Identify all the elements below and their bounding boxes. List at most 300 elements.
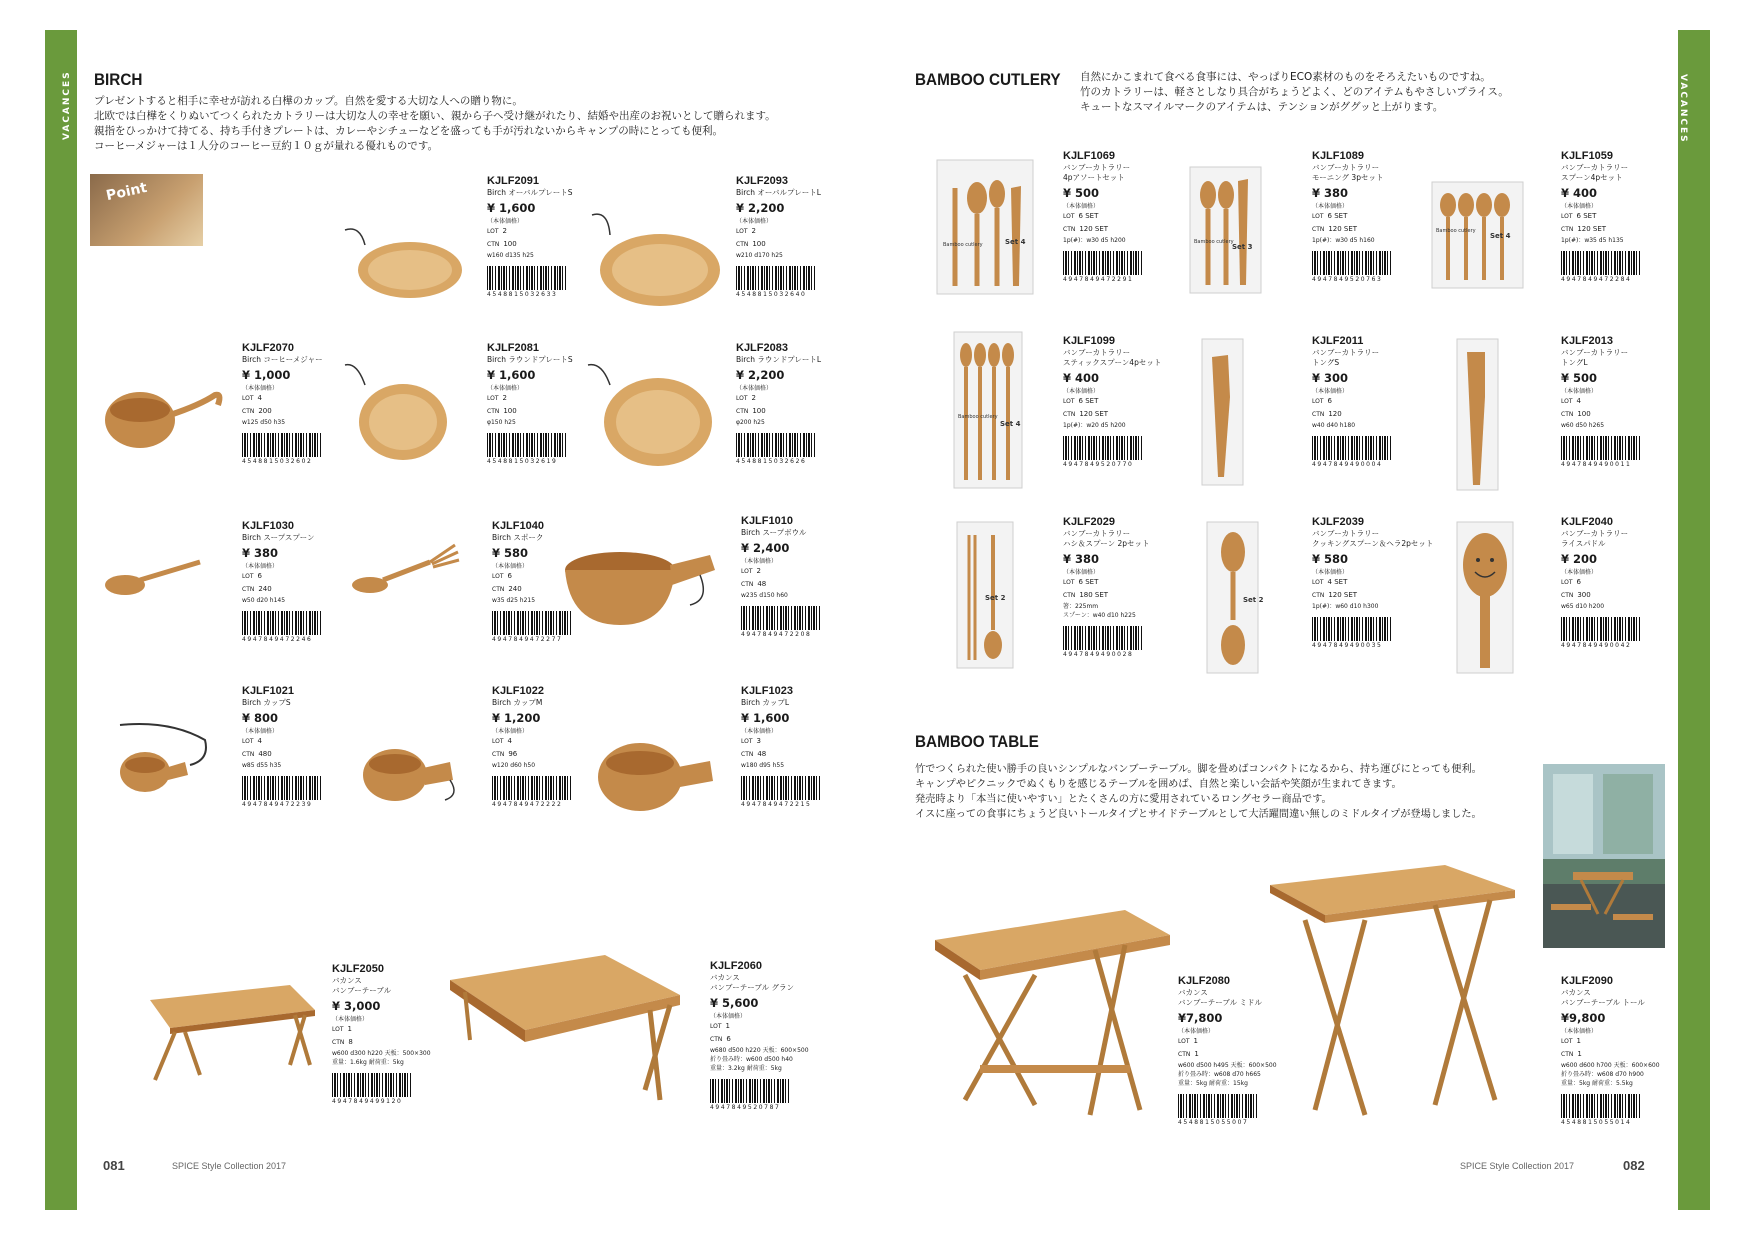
tax-note: （本体価格） [1312,388,1349,395]
ctn-value: 120 SET [1079,410,1109,418]
barcode [1312,251,1392,283]
footer-text-left: SPICE Style Collection 2017 [172,1161,287,1171]
product-dimensions: w210 d170 h25 [736,252,783,259]
product-price: ¥ 400 [1063,371,1100,385]
ctn-value: 300 [1577,591,1591,599]
product-name: スティックスプーン4pセット [1063,358,1162,367]
ctn-row [242,748,322,761]
table-intro-line: イスに座っての食事にちょうど良いトールタイプとサイドテーブルとして大活躍間違い無しのミドルタイプが登場しました。 [915,809,1482,820]
cutlery-intro-line: 竹のカトラリーは、軽さとしなり具合がちょうどよく、どのアイテムもやさしいプライス。 [1080,86,1509,98]
left-side-bar [45,30,77,1210]
ctn-row [741,578,821,591]
ctn-label: CTN [242,586,255,593]
ctn-label: CTN [1561,411,1574,418]
ctn-row [1063,589,1150,602]
product-name: バンブーカトラリー [1561,163,1629,172]
product-dimensions: 重量：5kg 耐荷重：5.5kg [1561,1080,1633,1087]
lot-value: 3 [756,737,761,745]
product-dimensions: 1p(#)：w35 d5 h135 [1561,237,1624,244]
ctn-row [332,1036,431,1049]
ctn-label: CTN [492,751,505,758]
product-name: バンブーテーブル [332,986,392,995]
ctn-label: CTN [1063,226,1076,233]
product-card [242,685,322,808]
lot-label: LOT [242,573,254,580]
barcode [710,1079,790,1111]
product-code: KJLF1010 [741,515,793,527]
barcode-bars [242,611,322,635]
cutlery-stick-spoon-4p-image [952,330,1024,490]
product-code: KJLF2011 [1312,335,1364,347]
round-plate-l-image [580,360,720,470]
ctn-row [1312,408,1392,421]
ctn-row [492,748,572,761]
lot-row [1561,576,1641,589]
bamboo-table-tall-image [1265,860,1515,1130]
product-price: ¥ 1,600 [741,711,790,725]
ctn-label: CTN [1312,226,1325,233]
product-card [242,342,323,465]
cutlery-intro-line: 自然にかこまれて食べる食事には、やっぱりECO素材のものをそろえたいものですね。 [1080,71,1491,83]
barcode-number: 4548815032602 [242,458,313,465]
lot-row [1312,576,1433,589]
product-code: KJLF1069 [1063,150,1115,162]
lot-label: LOT [736,228,748,235]
cutlery-spoon-4p-image [1430,180,1525,290]
product-card [1063,335,1161,468]
product-name: Birch オーバルプレートL [736,188,821,197]
product-name: トングL [1561,358,1588,367]
lot-value: 6 [257,572,262,580]
lot-row [332,1023,431,1036]
lot-label: LOT [741,738,753,745]
spork-image [345,540,465,600]
lot-value: 6 SET [1576,212,1597,220]
lot-row [1561,210,1641,223]
barcode-bars [242,433,322,457]
ctn-row [1561,589,1641,602]
lot-row [741,735,821,748]
product-price: ¥ 2,200 [736,368,785,382]
barcode-bars [1561,1094,1641,1118]
lot-value: 1 [347,1025,352,1033]
product-name: Birch カップM [492,698,543,707]
tax-note: （本体価格） [1561,388,1598,395]
barcode [487,266,567,298]
barcode-bars [1312,251,1392,275]
product-name: バンブーカトラリー [1312,348,1380,357]
product-dimensions: w600 d300 h220 天板：500×300 [332,1050,431,1057]
product-card [741,515,821,638]
barcode-number: 4548815032626 [736,458,807,465]
lot-label: LOT [1063,398,1075,405]
ctn-row [736,238,821,251]
barcode-number: 4947849490042 [1561,642,1632,649]
barcode-bars [741,776,821,800]
product-price: ¥ 380 [242,546,279,560]
lot-row [242,570,322,583]
tong-s-image [1200,337,1245,487]
product-price: ¥ 3,000 [332,999,381,1013]
product-price: ¥ 500 [1063,186,1100,200]
product-dimensions: 折り畳み時：w608 d70 h665 [1178,1071,1261,1078]
product-price: ¥ 580 [1312,552,1349,566]
product-code: KJLF2080 [1178,975,1230,987]
product-code: KJLF2091 [487,175,539,187]
table-lifestyle-photo [1543,764,1665,948]
bamboo-table-grand-image [445,950,680,1110]
barcode [1063,626,1143,658]
bamboo-table-middle-image [925,905,1170,1125]
page-number-left: 081 [103,1158,125,1173]
product-code: KJLF1023 [741,685,793,697]
ctn-label: CTN [1561,1051,1574,1058]
product-code: KJLF2050 [332,963,384,975]
barcode-bars [242,776,322,800]
lot-label: LOT [1178,1038,1190,1045]
product-dimensions: w600 d600 h700 天板：600×600 [1561,1062,1660,1069]
product-price: ¥ 300 [1312,371,1349,385]
barcode-bars [710,1079,790,1103]
table-intro-line: 発売時より「本当に使いやすい」とたくさんの方に愛用されているロングセラー商品です。 [915,794,1332,805]
ctn-label: CTN [487,408,500,415]
cutlery-morning-3p-image [1188,165,1263,295]
lot-row [741,565,821,578]
barcode-number: 4947849472215 [741,801,812,808]
product-price: ¥ 2,400 [741,541,790,555]
tax-note: （本体価格） [487,385,524,392]
ctn-value: 48 [757,580,767,588]
product-card [492,685,572,808]
barcode [1312,617,1392,649]
product-price: ¥ 1,600 [487,368,536,382]
barcode-number: 4947849499120 [332,1098,403,1105]
tax-note: （本体価格） [736,218,773,225]
barcode-number: 4548815055014 [1561,1119,1632,1126]
lot-row [736,392,821,405]
ctn-value: 8 [348,1038,353,1046]
tong-l-image [1455,337,1500,492]
barcode [736,433,816,465]
ctn-value: 1 [1577,1050,1582,1058]
product-code: KJLF2093 [736,175,788,187]
bamboo-table-image [130,980,320,1090]
product-card [1561,516,1641,649]
barcode-bars [741,606,821,630]
product-name: バンブーカトラリー [1063,348,1131,357]
product-name: バカンス [332,976,362,985]
barcode-bars [1063,626,1143,650]
barcode [1312,436,1392,468]
product-price: ¥ 2,200 [736,201,785,215]
cutlery-intro-line: キュートなスマイルマークのアイテムは、テンションがググッと上がります。 [1080,101,1444,113]
product-dimensions: φ200 h25 [736,419,765,426]
tax-note: （本体価格） [242,385,279,392]
product-dimensions: w600 d500 h495 天板：600×500 [1178,1062,1277,1069]
product-name: Birch ラウンドプレートS [487,355,573,364]
product-code: KJLF2039 [1312,516,1364,528]
lot-row [1561,395,1641,408]
product-price: ¥9,800 [1561,1011,1606,1025]
product-name: バカンス [710,973,740,982]
barcode-number: 4947849490028 [1063,651,1134,658]
lot-row [1063,210,1143,223]
tax-note: （本体価格） [332,1016,369,1023]
product-name: Birch コーヒーメジャー [242,355,323,364]
product-dimensions: w680 d500 h220 天板：600×500 [710,1047,809,1054]
page-number-right: 082 [1623,1158,1645,1173]
lot-row [736,225,821,238]
ctn-row [710,1033,809,1046]
ctn-label: CTN [1178,1051,1191,1058]
ctn-value: 120 SET [1328,225,1358,233]
product-name: Birch スープスプーン [242,533,315,542]
lot-value: 6 SET [1327,212,1348,220]
product-dimensions: 1p(#)：w60 d10 h300 [1312,603,1379,610]
barcode-number: 4947849520787 [710,1104,781,1111]
product-dimensions: 1p(#)：w30 d5 h160 [1312,237,1375,244]
ctn-label: CTN [242,751,255,758]
ctn-label: CTN [736,408,749,415]
lot-row [487,225,573,238]
barcode-bars [1561,617,1641,641]
pack-set-label: Set 4 [1490,232,1511,240]
barcode-bars [1178,1094,1258,1118]
product-dimensions: w120 d60 h50 [492,762,536,769]
tax-note: （本体価格） [1063,569,1100,576]
product-name: バンブーカトラリー [1561,348,1629,357]
pack-set-label: Set 2 [1243,596,1264,604]
soup-spoon-image [100,550,210,600]
product-name: ライスパドル [1561,539,1606,548]
lot-value: 2 [502,227,507,235]
barcode-bars [1561,251,1641,275]
tax-note: （本体価格） [492,563,529,570]
product-price: ¥ 500 [1561,371,1598,385]
birch-intro-line: 北欧では白樺をくりぬいてつくられたカトラリーは大切な人の幸せを願い、親から子へ受け継がれたり、結婚や出産のお祝いとして贈られます。 [94,110,776,122]
product-name: バンブーカトラリー [1063,529,1131,538]
lot-label: LOT [1561,1038,1573,1045]
ctn-label: CTN [741,751,754,758]
ctn-label: CTN [1063,592,1076,599]
ctn-label: CTN [1312,592,1325,599]
product-name: ハシ＆スプーン 2pセット [1063,539,1150,548]
product-name: バンブーカトラリー [1561,529,1629,538]
barcode [487,433,567,465]
product-price: ¥ 1,600 [487,201,536,215]
round-plate-s-image [335,360,455,465]
product-dimensions: 1p(#)：w20 d5 h200 [1063,422,1126,429]
barcode-bars [487,433,567,457]
tax-note: （本体価格） [1063,388,1100,395]
barcode-number: 4548815032633 [487,291,558,298]
lot-row [1063,576,1150,589]
ctn-row [1561,1048,1660,1061]
barcode-bars [492,776,572,800]
tax-note: （本体価格） [242,563,279,570]
product-price: ¥ 380 [1312,186,1349,200]
product-dimensions: w160 d135 h25 [487,252,534,259]
ctn-value: 100 [1577,410,1591,418]
barcode [741,606,821,638]
ctn-label: CTN [1063,411,1076,418]
product-dimensions: w125 d50 h35 [242,419,286,426]
birch-intro-line: 親指をひっかけて持てる、持ち手付きプレートは、カレーやシチューなどを盛っても手が汚れないからキャンプの時にとっても便利。 [94,125,724,137]
lot-value: 4 [507,737,512,745]
product-code: KJLF1089 [1312,150,1364,162]
birch-title: BIRCH [94,70,143,89]
chopsticks-spoon-image [955,520,1015,670]
product-code: KJLF1059 [1561,150,1613,162]
product-dimensions: φ150 h25 [487,419,516,426]
barcode-bars [1312,617,1392,641]
ctn-value: 100 [503,407,517,415]
product-name: クッキングスプーン＆ヘラ2pセット [1312,539,1434,548]
product-dimensions: 1p(#)：w30 d5 h200 [1063,237,1126,244]
barcode-number: 4947849472239 [242,801,313,808]
barcode-number: 4947849490035 [1312,642,1383,649]
lot-row [710,1020,809,1033]
product-card [736,342,821,465]
pack-set-label: Set 4 [1005,238,1026,246]
product-price: ¥ 1,000 [242,368,291,382]
lot-value: 1 [725,1022,730,1030]
ctn-label: CTN [736,241,749,248]
barcode-bars [736,433,816,457]
barcode-number: 4548815055007 [1178,1119,1249,1126]
product-card [1561,335,1641,468]
barcode [1063,436,1143,468]
product-dimensions: w40 d40 h180 [1312,422,1356,429]
lot-value: 6 SET [1078,212,1099,220]
bamboo-table-intro [915,762,1482,822]
ctn-value: 120 SET [1328,591,1358,599]
product-dimensions: w50 d20 h145 [242,597,286,604]
ctn-row [242,583,322,596]
barcode [242,776,322,808]
ctn-label: CTN [332,1039,345,1046]
product-name: Birch ラウンドプレートL [736,355,822,364]
product-code: KJLF2040 [1561,516,1613,528]
product-name: バンブーテーブル グラン [710,983,794,992]
lot-label: LOT [332,1026,344,1033]
product-dimensions: 重量：3.2kg 耐荷重：5kg [710,1065,782,1072]
lot-value: 4 SET [1327,578,1348,586]
barcode-bars [1063,251,1143,275]
pack-brand: Bamboo cutlery [943,242,983,248]
ctn-value: 120 SET [1079,225,1109,233]
lot-value: 1 [1576,1037,1581,1045]
product-card [487,175,573,298]
lot-label: LOT [1561,398,1573,405]
tax-note: （本体価格） [242,728,279,735]
cutlery-4p-assort-image [935,158,1035,296]
product-card [1312,150,1392,283]
lot-label: LOT [1063,213,1075,220]
lot-label: LOT [487,228,499,235]
table-intro-line: キャンプやピクニックでぬくもりを感じるテーブルを囲めば、自然と楽しい会話や笑顔が生まれてきます。 [915,779,1402,790]
product-dimensions: 重量：1.6kg 耐荷重：5kg [332,1059,404,1066]
tax-note: （本体価格） [1178,1028,1215,1035]
product-card [332,963,431,1105]
ctn-row [1178,1048,1277,1061]
product-dimensions: w180 d95 h55 [741,762,785,769]
product-code: KJLF1021 [242,685,294,697]
product-card [710,960,809,1111]
product-dimensions: 折り畳み時：w600 d500 h40 [710,1056,793,1063]
product-name: Birch オーバルプレートS [487,188,573,197]
tax-note: （本体価格） [487,218,524,225]
barcode-bars [1561,436,1641,460]
product-code: KJLF2083 [736,342,788,354]
product-name: Birch スープボウル [741,528,807,537]
lot-row [1178,1035,1277,1048]
product-price: ¥ 200 [1561,552,1598,566]
lot-row [487,392,573,405]
barcode-number: 4947849472246 [242,636,313,643]
pack-brand: Bamboo cutlery [958,414,998,420]
lot-label: LOT [736,395,748,402]
ctn-row [1312,223,1392,236]
product-price: ¥ 1,200 [492,711,541,725]
lot-value: 4 [1576,397,1581,405]
product-dimensions: w35 d25 h215 [492,597,536,604]
product-name: トングS [1312,358,1340,367]
product-card [242,520,322,643]
product-dimensions: 箸：225mm [1063,603,1099,610]
product-name: Birch カップS [242,698,291,707]
product-code: KJLF2090 [1561,975,1613,987]
point-photo [90,174,203,246]
lot-value: 6 [1576,578,1581,586]
barcode [1561,1094,1641,1126]
product-code: KJLF2029 [1063,516,1115,528]
barcode-number: 4947849520763 [1312,276,1383,283]
ctn-row [1561,223,1641,236]
ctn-label: CTN [1561,592,1574,599]
barcode [736,266,816,298]
ctn-label: CTN [1312,411,1325,418]
tax-note: （本体価格） [1312,569,1349,576]
lot-value: 4 [257,394,262,402]
barcode-number: 4548815032640 [736,291,807,298]
product-price: ¥7,800 [1178,1011,1223,1025]
lot-value: 2 [751,394,756,402]
table-intro-line: 竹でつくられた使い勝手の良いシンプルなバンブーテーブル。脚を畳めばコンパクトになるから、持ち運びにとっても便利。 [915,764,1482,775]
product-name: Birch スポーク [492,533,544,542]
tax-note: （本体価格） [1561,569,1598,576]
ctn-value: 120 SET [1577,225,1607,233]
ctn-row [487,238,573,251]
product-code: KJLF2013 [1561,335,1613,347]
product-dimensions: 重量：5kg 耐荷重：15kg [1178,1080,1248,1087]
tax-note: （本体価格） [1063,203,1100,210]
product-code: KJLF1099 [1063,335,1115,347]
ctn-value: 100 [752,407,766,415]
cup-s-image [110,720,220,800]
tax-note: （本体価格） [492,728,529,735]
ctn-value: 6 [726,1035,731,1043]
barcode-bars [332,1073,412,1097]
ctn-value: 240 [508,585,522,593]
lot-value: 2 [502,394,507,402]
ctn-row [741,748,821,761]
lot-label: LOT [1312,213,1324,220]
barcode [242,433,322,465]
pack-set-label: Set 3 [1232,243,1253,251]
ctn-row [1063,223,1143,236]
product-card [1561,975,1660,1126]
